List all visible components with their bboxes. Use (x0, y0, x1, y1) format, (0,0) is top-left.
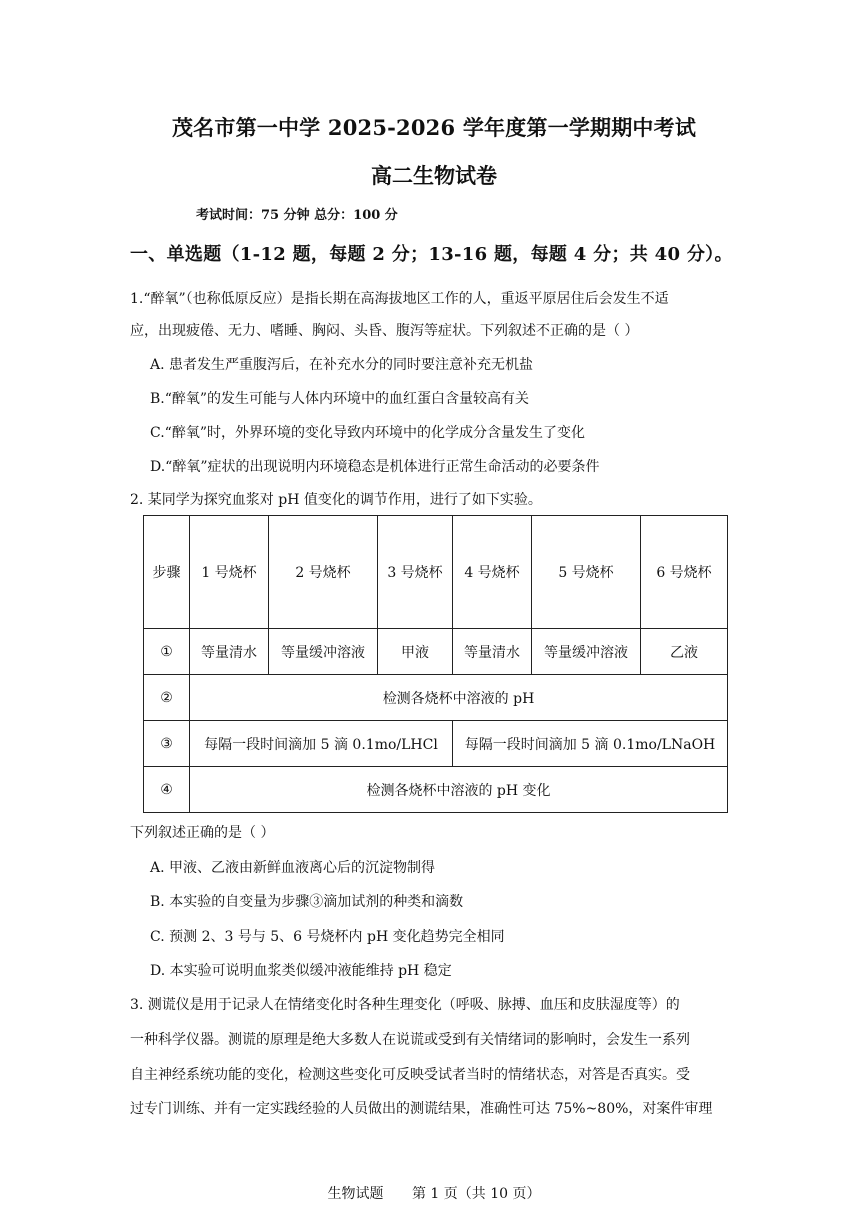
table-cell: 每隔一段时间滴加 5 滴 0.1mo/LHCl (190, 721, 453, 767)
q1-option-d: D.“醉氧”症状的出现说明内环境稳态是机体进行正常生命活动的必要条件 (150, 459, 600, 475)
table-header-row (144, 516, 728, 629)
q1-option-a: A. 患者发生严重腹泻后，在补充水分的同时要注意补充无机盐 (150, 357, 534, 373)
table-header-cell: 4 号烧杯 (453, 516, 532, 629)
table-header-cell: 2 号烧杯 (269, 516, 378, 629)
exam-info: 考试时间：75 分钟 总分：100 分 (196, 208, 398, 223)
q1-stem-line1: 1.“醉氧”（也称低原反应）是指长期在高海拔地区工作的人，重返平原居住后会发生不适 (130, 291, 669, 307)
table-cell: 检测各烧杯中溶液的 pH (190, 675, 728, 721)
table-row (144, 767, 728, 813)
exam-subtitle: 高二生物试卷 (371, 163, 497, 188)
table-cell: 等量缓冲溶液 (532, 629, 641, 675)
table-header-cell: 1 号烧杯 (190, 516, 269, 629)
q1-stem-line2: 应，出现疲倦、无力、嗜睡、胸闷、头昏、腹泻等症状。下列叙述不正确的是（ ） (130, 323, 639, 339)
table-cell: 甲液 (378, 629, 453, 675)
footer-page-number: 第 1 页（共 10 页） (411, 1186, 541, 1202)
footer-subject: 生物试题 (327, 1186, 384, 1202)
table-cell: 等量缓冲溶液 (269, 629, 378, 675)
table-header-cell: 步骤 (144, 516, 190, 629)
q2-option-a: A. 甲液、乙液由新鲜血液离心后的沉淀物制得 (150, 860, 436, 876)
q2-stem: 2. 某同学为探究血浆对 pH 值变化的调节作用，进行了如下实验。 (130, 492, 542, 508)
section-heading: 一、单选题（1-12 题，每题 2 分；13-16 题，每题 4 分；共 40 分）。 (130, 244, 733, 265)
q2-question: 下列叙述正确的是（ ） (130, 825, 275, 841)
table-cell: 等量清水 (190, 629, 269, 675)
q3-line2: 一种科学仪器。测谎的原理是绝大多数人在说谎或受到有关情绪词的影响时，会发生一系列 (130, 1032, 690, 1048)
table-row (144, 721, 728, 767)
table-cell: 等量清水 (453, 629, 532, 675)
q1-option-c: C.“醉氧”时，外界环境的变化导致内环境中的化学成分含量发生了变化 (150, 425, 585, 441)
q2-option-c: C. 预测 2、3 号与 5、6 号烧杯内 pH 变化趋势完全相同 (150, 929, 505, 945)
q1-option-b: B.“醉氧”的发生可能与人体内环境中的血红蛋白含量较高有关 (150, 391, 530, 407)
table-cell: 检测各烧杯中溶液的 pH 变化 (190, 767, 728, 813)
q3-line3: 自主神经系统功能的变化，检测这些变化可反映受试者当时的情绪状态，对答是否真实。受 (130, 1067, 690, 1083)
table-cell: ② (144, 675, 190, 721)
experiment-table (143, 515, 728, 813)
table-cell: ③ (144, 721, 190, 767)
q2-option-b: B. 本实验的自变量为步骤③滴加试剂的种类和滴数 (150, 894, 464, 910)
table-row (144, 675, 728, 721)
table-row (144, 629, 728, 675)
table-cell: ④ (144, 767, 190, 813)
table-cell: 每隔一段时间滴加 5 滴 0.1mo/LNaOH (453, 721, 728, 767)
table-cell: ① (144, 629, 190, 675)
table-header-cell: 3 号烧杯 (378, 516, 453, 629)
table-header-cell: 5 号烧杯 (532, 516, 641, 629)
q3-line4: 过专门训练、并有一定实践经验的人员做出的测谎结果，准确性可达 75%~80%，对案件审理 (130, 1101, 713, 1117)
table-header-cell: 6 号烧杯 (641, 516, 728, 629)
table-cell: 乙液 (641, 629, 728, 675)
q2-option-d: D. 本实验可说明血浆类似缓冲液能维持 pH 稳定 (150, 963, 452, 979)
exam-title: 茂名市第一中学 2025-2026 学年度第一学期期中考试 (171, 115, 697, 140)
page-footer (0, 1183, 868, 1203)
q3-line1: 3. 测谎仪是用于记录人在情绪变化时各种生理变化（呼吸、脉搏、血压和皮肤湿度等）的 (130, 997, 680, 1013)
